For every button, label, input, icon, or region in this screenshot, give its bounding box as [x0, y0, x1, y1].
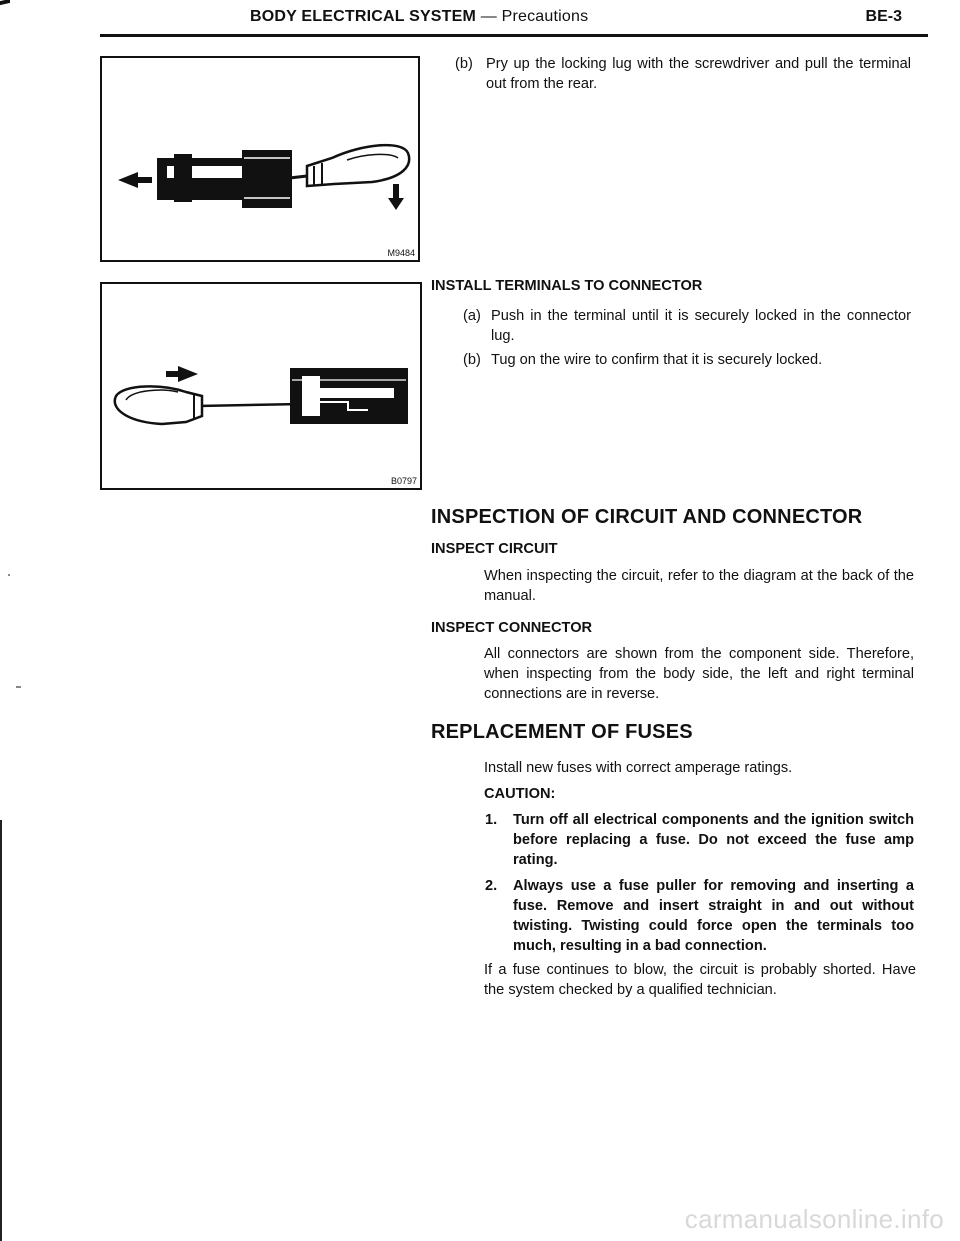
header-section: BODY ELECTRICAL SYSTEM — [250, 8, 477, 25]
figure-code: M9484 — [387, 248, 415, 258]
page-header-title — [250, 8, 588, 26]
fuse-item-2-text: Always use a fuse puller for removing and inserting a fuse. Remove and insert straight in and out without twisting. Twisting could force open the terminals too much, resulting in a bad connection. — [513, 878, 914, 954]
inspection-heading: INSPECTION OF CIRCUIT AND CONNECTOR — [431, 506, 863, 528]
figure-pry-terminal-illustration — [102, 58, 418, 260]
figure-code: B0797 — [390, 476, 417, 486]
fuse-item-1-num: 1. — [485, 812, 498, 828]
figure-pry-terminal — [100, 56, 420, 262]
install-b-text: Tug on the wire to confirm that it is securely locked. — [491, 352, 823, 368]
inspect-connector-heading: INSPECT CONNECTOR — [431, 620, 593, 636]
fuse-item-2-num: 2. — [485, 878, 498, 894]
install-a-text: Push in the terminal until it is securely locked in the connector lug. — [491, 308, 911, 344]
corner-registration-mark — [0, 0, 10, 5]
header-subsection: Precautions — [501, 8, 589, 25]
install-heading: INSTALL TERMINALS TO CONNECTOR — [431, 278, 703, 294]
figure-insert-terminal-illustration — [102, 284, 420, 488]
fuses-heading: REPLACEMENT OF FUSES — [431, 721, 693, 743]
install-a-label: (a) — [463, 308, 481, 324]
step-b-text: Pry up the locking lug with the screwdriver and pull the terminal out from the rear. — [486, 56, 911, 92]
inspect-connector-text: All connectors are shown from the component side. Therefore, when inspecting from the body side, the left and right terminal connections are in reverse. — [484, 646, 914, 702]
header-dash: — — [480, 8, 497, 25]
fuse-item-1-text: Turn off all electrical components and the ignition switch before replacing a fuse. Do not exceed the fuse amp rating. — [513, 812, 914, 868]
header-rule — [100, 34, 928, 37]
fuses-intro: Install new fuses with correct amperage ratings. — [484, 760, 793, 776]
scan-speck — [16, 686, 21, 688]
fuses-closing: If a fuse continues to blow, the circuit is probably shorted. Have the system checked by a qualified technician. — [484, 962, 916, 998]
caution-label: CAUTION: — [484, 786, 556, 802]
watermark: carmanualsonline.info — [684, 1204, 944, 1234]
step-b-label: (b) — [455, 56, 473, 72]
scan-edge-line — [0, 820, 2, 1241]
page-code: BE-3 — [865, 8, 902, 25]
inspect-circuit-text: When inspecting the circuit, refer to the diagram at the back of the manual. — [484, 568, 914, 604]
inspect-circuit-heading: INSPECT CIRCUIT — [431, 541, 558, 557]
scan-speck — [8, 574, 10, 576]
install-b-label: (b) — [463, 352, 481, 368]
figure-insert-terminal — [100, 282, 422, 490]
